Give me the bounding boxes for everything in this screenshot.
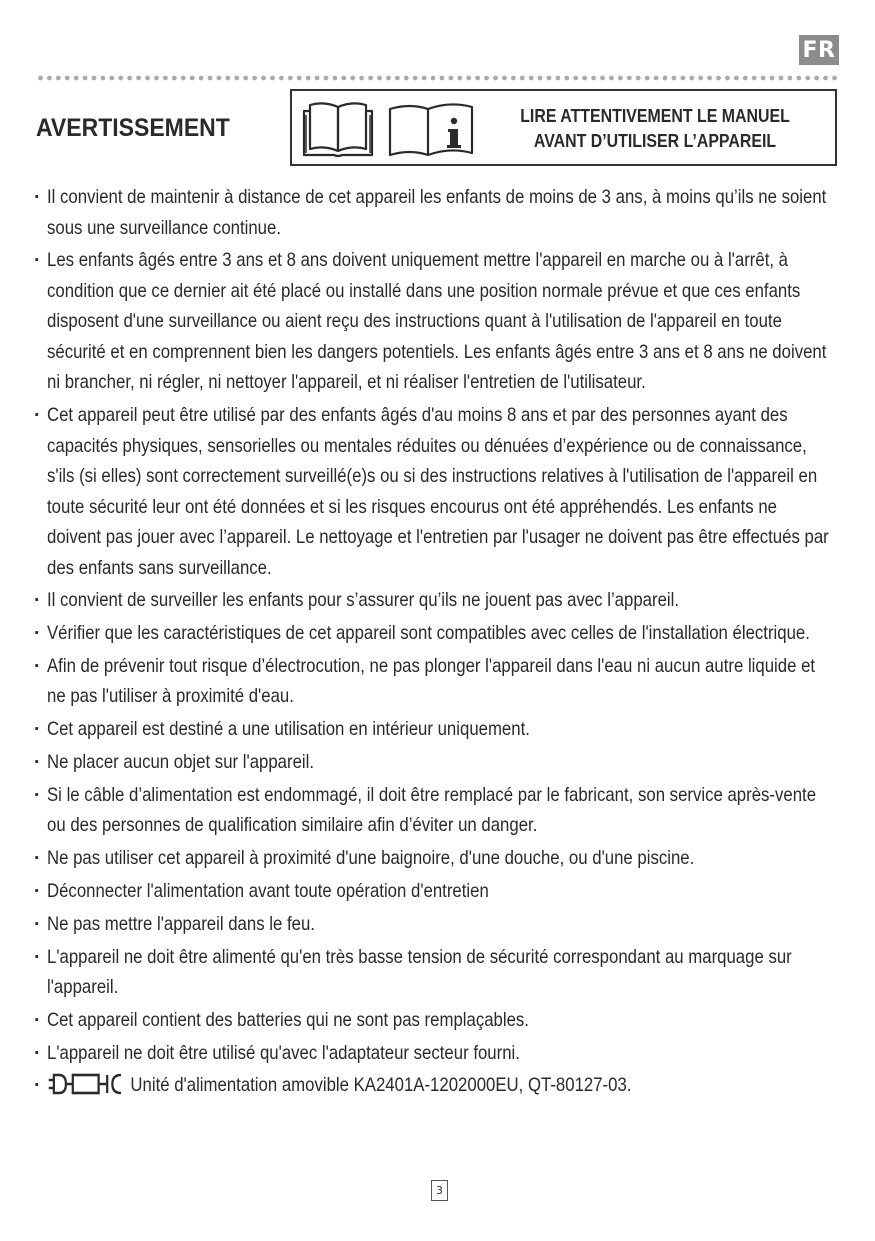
list-item: · Cet appareil peut être utilisé par des enfants âgés d'au moins 8 ans et par des personnes ayant des capacités physiques, sensorielles ou mentales réduites ou dénuées d’expérience ou de connaissance, s'ils (si elles) sont correctement surveillé(e)s ou si des instructions relatives à l'utilisation de l'appareil en toute sécurité leur ont été données et si les risques encourus ont été appréhendés. Les enfants ne doivent pas jouer avec l’appareil. Le nettoyage et l'entretien par l'usager ne doivent pas être effectués par des enfants sans surveillance. (34, 404, 829, 579)
list-item: · L'appareil ne doit être alimenté qu'en très basse tension de sécurité correspondant au marquage sur l'appareil. (34, 945, 792, 999)
list-item: · Cet appareil est destiné a une utilisation en intérieur uniquement. (34, 718, 530, 741)
page-number: 3 (431, 1180, 448, 1201)
warning-list (34, 182, 834, 1103)
manual-notice-line1: LIRE ATTENTIVEMENT LE MANUEL (520, 105, 790, 126)
manual-icons (300, 97, 480, 159)
info-manual-icon (390, 104, 472, 155)
list-item: · Cet appareil contient des batteries qui ne sont pas remplaçables. (34, 1008, 529, 1031)
page-title: AVERTISSEMENT (36, 114, 230, 142)
list-item: · Ne pas mettre l'appareil dans le feu. (34, 912, 315, 935)
list-item: · L'appareil ne doit être utilisé qu'avec l'adaptateur secteur fourni. (34, 1041, 520, 1064)
power-supply-item: · Unité d'alimentation amovible KA2401A-1202000EU, QT-80127-03. (34, 1074, 632, 1097)
list-item: · Ne pas utiliser cet appareil à proximité d'une baignoire, d'une douche, ou d'une piscine. (34, 847, 695, 870)
book-icon (304, 103, 372, 156)
read-manual-notice (290, 89, 837, 166)
list-item: · Afin de prévenir tout risque d’électrocution, ne pas plonger l'appareil dans l'eau ni aucun autre liquide et ne pas l'utiliser à proximité d'eau. (34, 654, 816, 708)
list-item: · Si le câble d’alimentation est endommagé, il doit être remplacé par le fabricant, son service après-vente ou des personnes de qualification similaire afin d’éviter un danger. (34, 783, 817, 837)
power-supply-text: Unité d'alimentation amovible KA2401A-1202000EU, QT-80127-03. (130, 1074, 632, 1097)
manual-notice-line2: AVANT D’UTILISER L’APPAREIL (533, 130, 777, 151)
manual-notice-text (513, 103, 797, 153)
list-item: · Les enfants âgés entre 3 ans et 8 ans doivent uniquement mettre l'appareil en marche ou à l'arrêt, à condition que ce dernier ait été placé ou installé dans une position normale prévue et que ces enfants disposent d'une surveillance ou aient reçu des instructions quant à l'utilisation de l'appareil en toute sécurité et en comprennent bien les dangers potentiels. Les enfants âgés entre 3 ans et 8 ans ne doivent ni brancher, ni régler, ni nettoyer l'appareil, et ni réaliser l'entretien de l'utilisateur. (34, 249, 827, 394)
list-item: · Vérifier que les caractéristiques de cet appareil sont compatibles avec celles de l'installation électrique. (34, 622, 810, 645)
list-item: · Ne placer aucun objet sur l'appareil. (34, 751, 315, 774)
dotted-divider (36, 74, 840, 82)
list-item: · Il convient de maintenir à distance de cet appareil les enfants de moins de 3 ans, à moins qu’ils ne soient sous une surveillance continue. (34, 186, 827, 239)
list-item: · Déconnecter l'alimentation avant toute opération d'entretien (34, 879, 489, 902)
detachable-power-supply-icon (47, 1072, 126, 1096)
list-item: · Il convient de surveiller les enfants pour s’assurer qu’ils ne jouent pas avec l’appareil. (34, 589, 680, 612)
language-badge: FR (799, 35, 839, 65)
